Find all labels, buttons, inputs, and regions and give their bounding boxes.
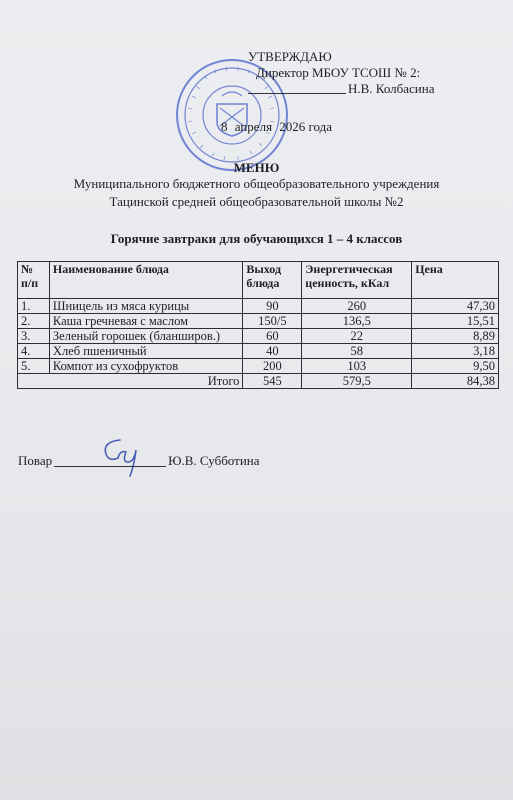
dish-price: 15,51 (412, 314, 499, 329)
header-number: № п/п (18, 262, 50, 299)
table-row (18, 299, 499, 314)
row-number: 2. (18, 314, 50, 329)
total-label: Итого (18, 374, 243, 389)
row-number: 5. (18, 359, 50, 374)
organization-line-2: Тацинской средней общеобразовательной школы №2 (109, 194, 404, 209)
date-month: апреля (234, 119, 273, 134)
dish-portion: 60 (243, 329, 302, 344)
cook-label: Повар (18, 453, 53, 468)
row-number: 4. (18, 344, 50, 359)
dish-name: Каша гречневая с маслом (49, 314, 242, 329)
director-signature-line (248, 93, 346, 94)
table-header-row (18, 262, 499, 299)
document-title: МЕНЮ (233, 160, 280, 175)
dish-name: Хлеб пшеничный (49, 344, 242, 359)
dish-energy: 58 (302, 344, 412, 359)
dish-energy: 260 (302, 299, 412, 314)
approval-heading: УТВЕРЖДАЮ (248, 49, 332, 64)
date-day: 8 (221, 119, 228, 134)
dish-price: 9,50 (412, 359, 499, 374)
dish-name: Зеленый горошек (бланширов.) (49, 329, 242, 344)
dish-energy: 103 (302, 359, 412, 374)
dish-name: Шницель из мяса курицы (49, 299, 242, 314)
menu-table (17, 261, 499, 389)
header-portion: Выход блюда (243, 262, 302, 299)
cook-name: Ю.В. Субботина (168, 453, 260, 468)
table-total-row (18, 374, 499, 389)
approval-date (221, 119, 336, 135)
dish-name: Компот из сухофруктов (49, 359, 242, 374)
row-number: 1. (18, 299, 50, 314)
total-portion: 545 (243, 374, 302, 389)
dish-price: 8,89 (412, 329, 499, 344)
menu-subtitle: Горячие завтраки для обучающихся 1 – 4 классов (110, 231, 403, 246)
table-row (18, 344, 499, 359)
organization-line-1: Муниципального бюджетного общеобразовательного учреждения (73, 176, 440, 191)
dish-portion: 200 (243, 359, 302, 374)
approval-position: Директор МБОУ ТСОШ № 2: (256, 65, 421, 80)
dish-price: 47,30 (412, 299, 499, 314)
dish-price: 3,18 (412, 344, 499, 359)
table-row (18, 329, 499, 344)
total-energy: 579,5 (302, 374, 412, 389)
table-row (18, 314, 499, 329)
total-price: 84,38 (412, 374, 499, 389)
header-dish-name: Наименование блюда (49, 262, 242, 299)
dish-portion: 40 (243, 344, 302, 359)
header-price: Цена (412, 262, 499, 299)
dish-energy: 22 (302, 329, 412, 344)
dish-portion: 150/5 (243, 314, 302, 329)
table-row (18, 359, 499, 374)
cook-signature-line (54, 466, 166, 467)
dish-energy: 136,5 (302, 314, 412, 329)
dish-portion: 90 (243, 299, 302, 314)
date-year: 2026 года (279, 119, 333, 134)
row-number: 3. (18, 329, 50, 344)
director-name: Н.В. Колбасина (348, 81, 435, 96)
header-energy: Энергетическая ценность, кКал (302, 262, 412, 299)
cook-signature-block (18, 453, 260, 469)
